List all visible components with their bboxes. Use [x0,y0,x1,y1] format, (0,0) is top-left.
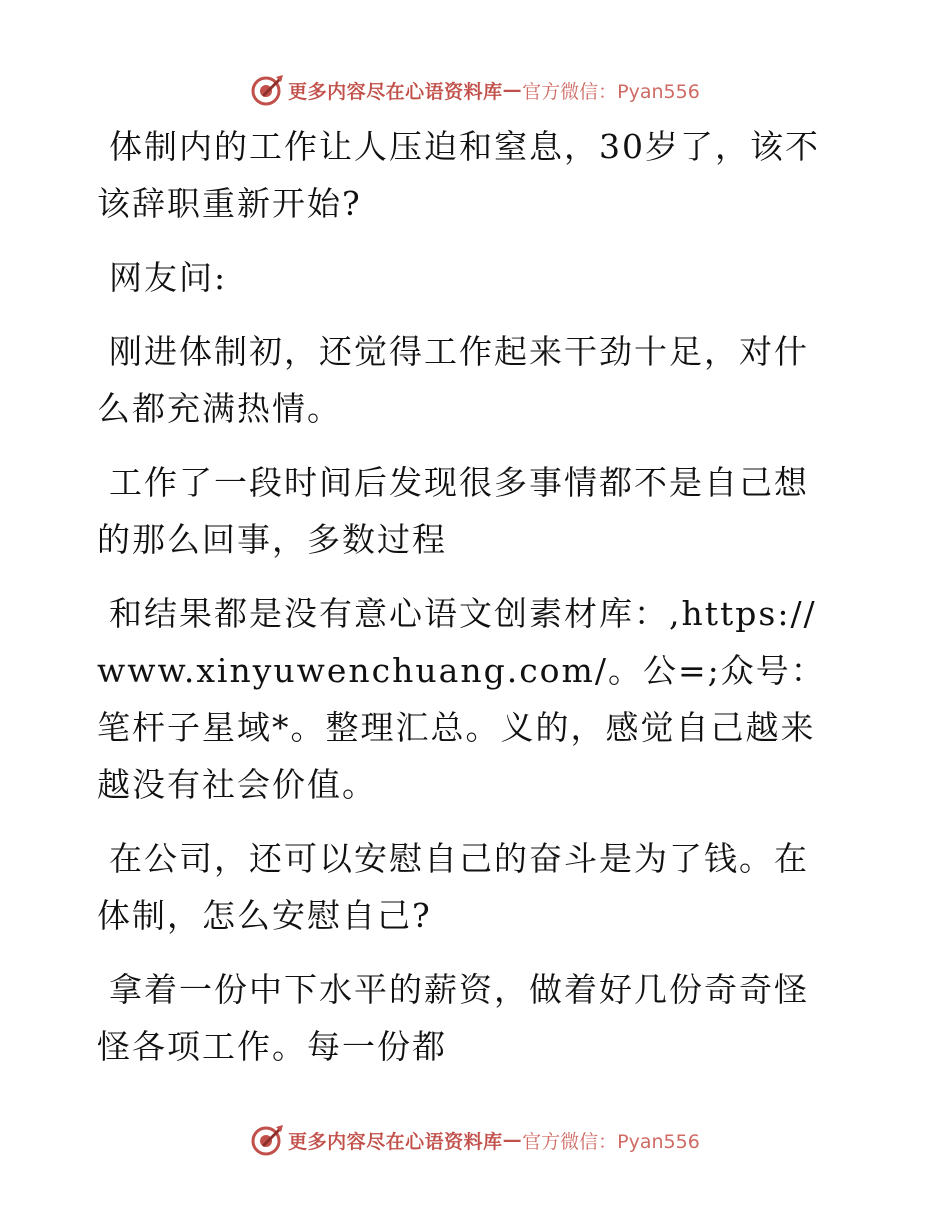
footer-site-text: 更多内容尽在心语资料库 [288,1130,503,1153]
header-wechat-text: 官方微信：Pyan556 [522,80,700,103]
quill-logo-icon [250,1123,284,1157]
paragraph: 工作了一段时间后发现很多事情都不是自己想的那么回事，多数过程 [97,463,809,559]
article-body [97,118,837,1092]
paragraph: 网友问: [109,258,228,297]
paragraph: 拿着一份中下水平的薪资，做着好几份奇奇怪怪各项工作。每一份都 [97,970,809,1066]
header-dash: — [502,79,523,101]
quill-logo-icon [250,73,284,107]
footer-wechat-text: 官方微信：Pyan556 [522,1130,700,1153]
header-site-text: 更多内容尽在心语资料库 [288,80,503,103]
paragraph: 刚进体制初，还觉得工作起来干劲十足，对什么都充满热情。 [97,332,809,428]
footer-watermark [0,1120,950,1160]
paragraph: 在公司，还可以安慰自己的奋斗是为了钱。在体制，怎么安慰自己? [97,839,809,935]
header-watermark [0,70,950,110]
paragraph-title: 体制内的工作让人压迫和窒息，30岁了，该不该辞职重新开始? [97,127,820,223]
paragraph: 和结果都是没有意心语文创素材库：,https://www.xinyuwenchuang.com/。公=;众号：笔杆子星域*。整理汇总。义的，感觉自己越来越没有社会价值。 [97,594,826,804]
footer-dash: — [502,1129,523,1151]
